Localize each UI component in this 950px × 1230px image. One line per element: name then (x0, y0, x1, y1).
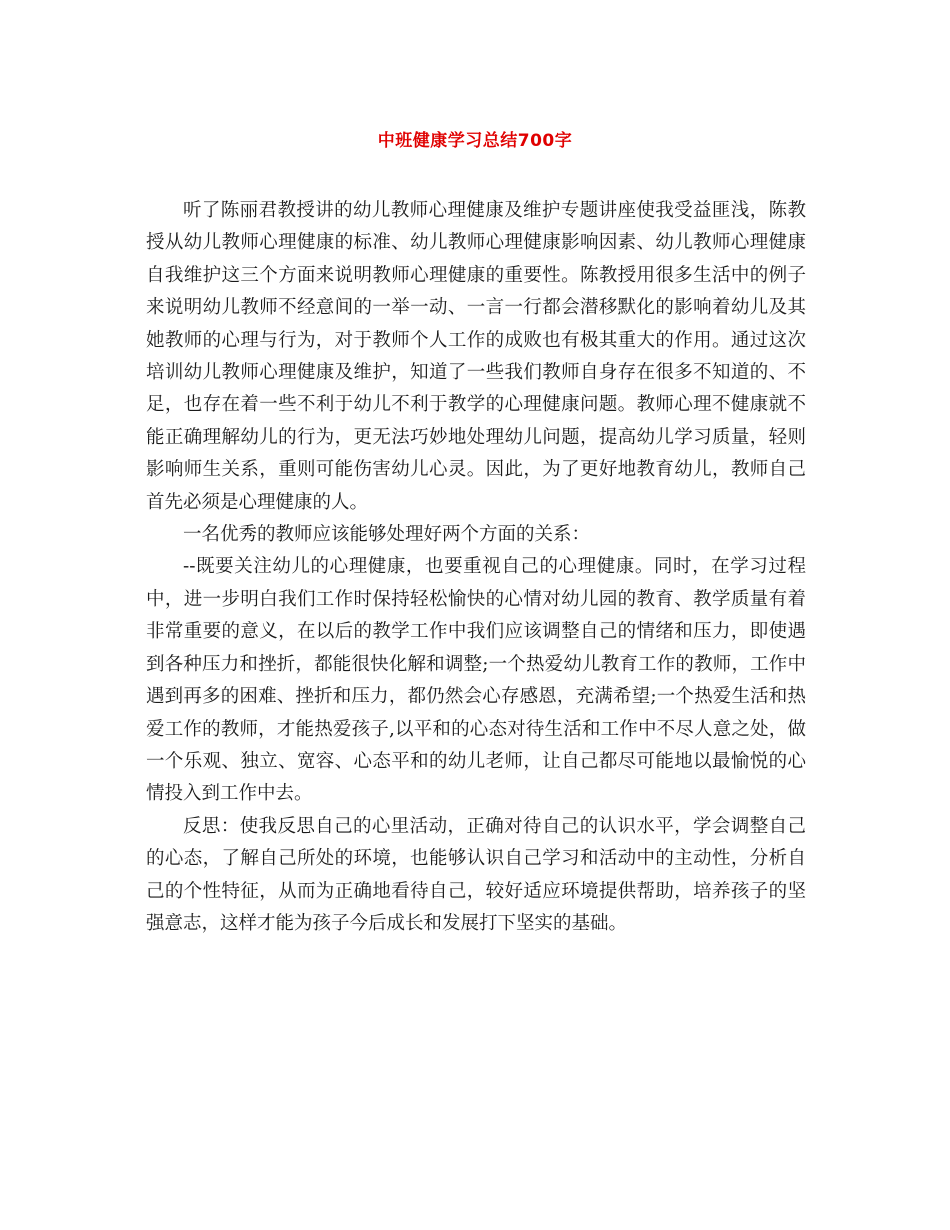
paragraph-mental-health: --既要关注幼儿的心理健康，也要重视自己的心理健康。同时，在学习过程中，进一步明白我们工作时保持轻松愉快的心情对幼儿园的教育、教学质量有着非常重要的意义，在以后的教学工作中我们应该调整自己的情绪和压力，即使遇到各种压力和挫折，都能很快化解和调整;一个热爱幼儿教育工作的教师，工作中遇到再多的困难、挫折和压力，都仍然会心存感恩，充满希望;一个热爱生活和热爱工作的教师，才能热爱孩子,以平和的心态对待生活和工作中不尽人意之处，做一个乐观、独立、宽容、心态平和的幼儿老师，让自己都尽可能地以最愉悦的心情投入到工作中去。 (146, 556, 806, 805)
document-title: 中班健康学习总结700字 (377, 131, 573, 151)
paragraph-intro: 听了陈丽君教授讲的幼儿教师心理健康及维护专题讲座使我受益匪浅，陈教授从幼儿教师心理健康的标准、幼儿教师心理健康影响因素、幼儿教师心理健康自我维护这三个方面来说明教师心理健康的重要性。陈教授用很多生活中的例子来说明幼儿教师不经意间的一举一动、一言一行都会潜移默化的影响着幼儿及其她教师的心理与行为，对于教师个人工作的成败也有极其重大的作用。通过这次培训幼儿教师心理健康及维护，知道了一些我们教师自身存在很多不知道的、不足，也存在着一些不利于幼儿不利于教学的心理健康问题。教师心理不健康就不能正确理解幼儿的行为，更无法巧妙地处理幼儿问题，提高幼儿学习质量，轻则影响师生关系，重则可能伤害幼儿心灵。因此，为了更好地教育幼儿，教师自己首先必须是心理健康的人。 (146, 200, 806, 513)
paragraph-relationship-heading: 一名优秀的教师应该能够处理好两个方面的关系： (183, 524, 591, 546)
paragraph-reflection: 反思：使我反思自己的心里活动，正确对待自己的认识水平，学会调整自己的心态，了解自己所处的环境，也能够认识自己学习和活动中的主动性，分析自己的个性特征，从而为正确地看待自己，较好适应环境提供帮助，培养孩子的坚强意志，这样才能为孩子今后成长和发展打下坚实的基础。 (146, 815, 806, 934)
document-body (146, 195, 806, 940)
